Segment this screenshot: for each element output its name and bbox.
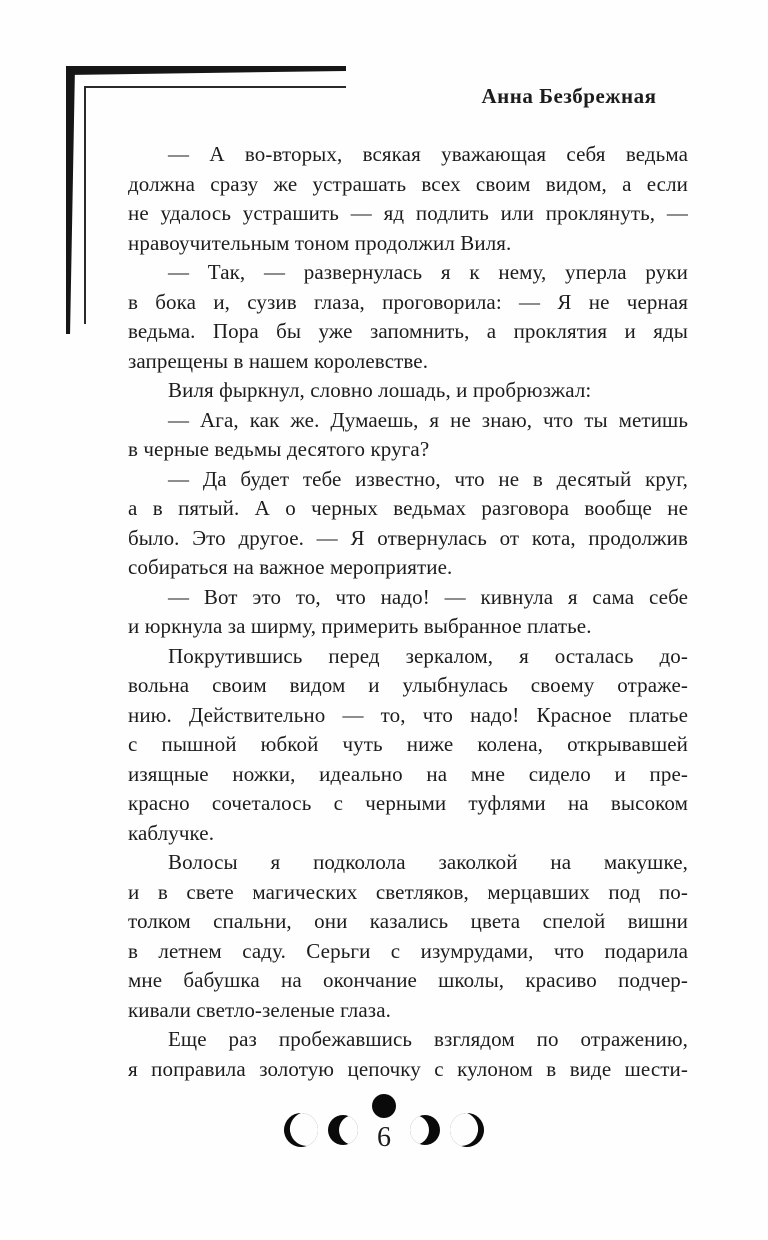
text-line: запрещены в нашем королевстве. [128, 348, 429, 373]
text-line: каблучке. [128, 820, 215, 845]
text-line: нию. Действительно — то, что надо! Красное платье [128, 702, 688, 727]
text-line: собираться на важное мероприятие. [128, 555, 453, 579]
paragraph [128, 465, 688, 583]
corner-outer-horizontal-line [66, 66, 346, 75]
text-line: — А во-вторых, всякая уважающая себя ведьма [168, 142, 688, 166]
text-line: было. Это другое. — Я отвернулась от кота, продолжив [128, 525, 688, 550]
text-line: Виля фыркнул, словно лошадь, и пробрюзжал: [168, 378, 592, 402]
text-line: красно сочеталось с черными туфлями на высоком [128, 791, 688, 815]
text-line: а в пятый. А о черных ведьмах разговора вообще не [128, 496, 688, 520]
ornament-center [372, 1094, 396, 1153]
text-line: мне бабушка на окончание школы, красиво подчер- [128, 968, 688, 992]
text-line: — Ага, как же. Думаешь, я не знаю, что ты метишь [168, 407, 688, 432]
paragraph [128, 848, 688, 1025]
text-line: толком спальни, они казались цвета спелой вишни [128, 909, 688, 933]
text-line: в бока и, сузив глаза, проговорила: — Я не черная [128, 289, 688, 314]
text-line: изящные ножки, идеально на мне сидело и пре- [128, 761, 688, 786]
crescent-thin-left-icon [281, 1110, 320, 1149]
text-line: — Да будет тебе известно, что не в десятый круг, [168, 466, 688, 491]
text-line: Волосы я подколола заколкой на макушке, [168, 850, 688, 874]
running-head-author: Анна Безбрежная [481, 84, 657, 108]
page-body [128, 140, 688, 1084]
crescent-thin-right-icon [447, 1110, 486, 1149]
paragraph [128, 642, 688, 849]
text-line: нравоучительным тоном продолжил Виля. [128, 230, 512, 255]
text-line: и юркнула за ширму, примерить выбранное платье. [128, 614, 592, 638]
text-line: Покрутившись перед зеркалом, я осталась до- [168, 643, 688, 668]
paragraph [128, 406, 688, 465]
text-line: я поправила золотую цепочку с кулоном в виде шести- [128, 1056, 688, 1081]
text-line: с пышной юбкой чуть ниже колена, открывавшей [128, 732, 688, 756]
text-line: не удалось устрашить — яд подлить или проклянуть, — [128, 201, 688, 225]
paragraph [128, 140, 688, 258]
paragraph [128, 583, 688, 642]
text-line: вольна своим видом и улыбнулась своему отраже- [128, 673, 688, 697]
text-line: и в свете магических светляков, мерцавших под по- [128, 879, 688, 904]
page-number: 6 [377, 1122, 391, 1153]
text-line: Еще раз пробежавшись взглядом по отражению, [168, 1027, 688, 1051]
text-line: кивали светло-зеленые глаза. [128, 997, 391, 1022]
text-line: — Вот это то, что надо! — кивнула я сама себе [168, 584, 688, 609]
crescent-thick-right-icon [410, 1115, 440, 1145]
text-line: должна сразу же устрашать всех своим видом, а если [128, 171, 688, 196]
full-moon-icon [372, 1094, 396, 1118]
moon-phases-ornament [0, 1094, 768, 1153]
paragraph [128, 1025, 688, 1084]
crescent-thick-left-icon [328, 1115, 358, 1145]
text-line: в летнем саду. Серьги с изумрудами, что подарила [128, 938, 688, 963]
paragraph [128, 376, 688, 406]
text-line: ведьма. Пора бы уже запомнить, а проклятия и яды [128, 319, 688, 343]
text-line: в черные ведьмы десятого круга? [128, 437, 430, 461]
paragraph [128, 258, 688, 376]
corner-inner-vertical-line [84, 86, 86, 324]
text-line: — Так, — развернулась я к нему, уперла руки [168, 260, 688, 284]
